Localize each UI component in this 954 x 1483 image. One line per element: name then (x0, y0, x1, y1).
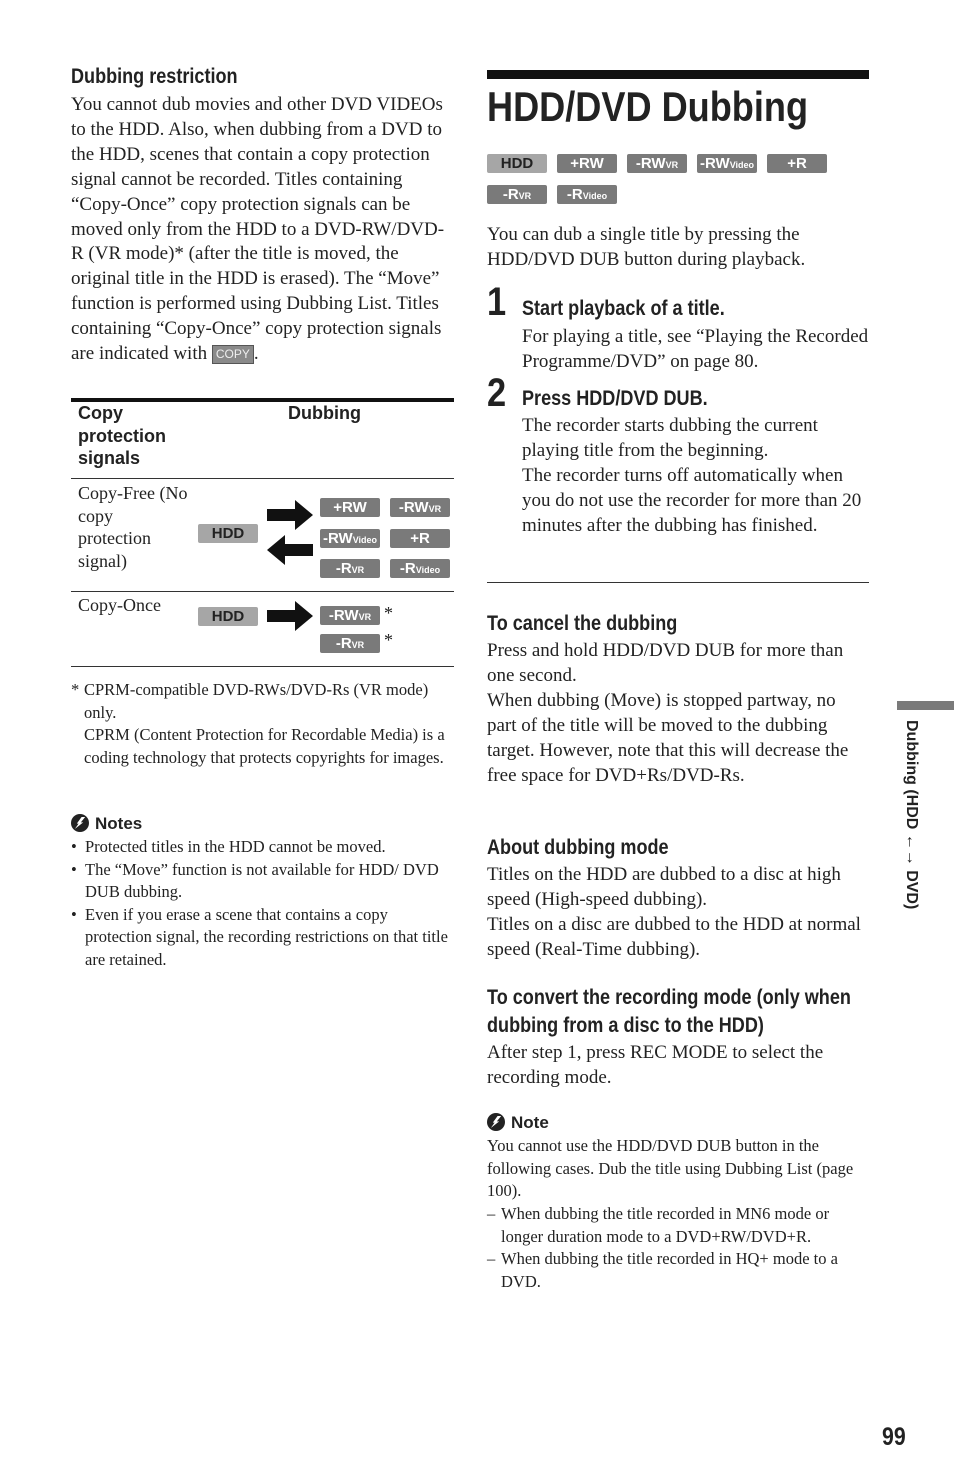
rw-label: -RW (322, 530, 353, 547)
rw-label: -RW (635, 155, 666, 172)
vr-label: VR (351, 640, 365, 650)
dubbing-restriction-heading: Dubbing restriction (71, 65, 238, 88)
plus-r-label: +R (787, 155, 807, 172)
vr-label: VR (351, 565, 365, 575)
convert-text: After step 1, press REC MODE to select the recording mode. (487, 1042, 824, 1088)
plus-r-badge (767, 154, 827, 173)
page-number: 99 (882, 1423, 906, 1451)
plus-r-badge (390, 529, 450, 548)
note-text: You cannot use the HDD/DVD DUB button in the following cases. Dub the title using Dubbing List (page 100). (487, 1136, 854, 1200)
video-label: Video (729, 160, 755, 170)
table-rule (71, 478, 454, 479)
mode-text-1: Titles on the HDD are dubbed to a disc at high speed (High-speed dubbing). (487, 864, 841, 910)
video-label: Video (582, 191, 608, 201)
notes-heading-label: Notes (95, 814, 143, 833)
note-heading (487, 1113, 549, 1133)
list-item: • Even if you erase a scene that contains a copy protection signal, the recording restrictions on that title are retained. (71, 904, 454, 972)
vr-label: VR (518, 191, 532, 201)
col-header-dubbing: Dubbing (288, 403, 361, 423)
hdd-badge: HDD (198, 524, 258, 543)
title-rule (487, 70, 869, 79)
table-rule (71, 591, 454, 592)
step2-text-1: The recorder starts dubbing the current playing title from the beginning. (522, 415, 818, 461)
dubbing-restriction-text (71, 93, 454, 367)
r-label: -R (335, 560, 352, 577)
copy-protection-table (71, 398, 454, 668)
mode-text-2: Titles on a disc are dubbed to the HDD at normal speed (Real-Time dubbing). (487, 914, 861, 960)
cancel-text-1: Press and hold HDD/DVD DUB for more than one second. (487, 640, 844, 686)
note-list (487, 1203, 869, 1293)
side-tab (900, 720, 922, 920)
step2-text-2: The recorder turns off automatically when you do not use the recorder for more than 20 minutes after the dubbing has finished. (522, 465, 862, 536)
cancel-heading: To cancel the dubbing (487, 612, 678, 635)
rw-label: -RW (398, 499, 429, 516)
step1-text: For playing a title, see “Playing the Recorded Programme/DVD” on page 80. (522, 326, 869, 372)
plus-rw-badge (557, 154, 617, 173)
list-item: – When dubbing the title recorded in HQ+ mode to a DVD. (487, 1248, 869, 1293)
col-header-signals: Copy protection signals (78, 403, 166, 468)
step2-number: 2 (487, 371, 507, 415)
plus-rw-label: +RW (333, 499, 367, 516)
cancel-text-2: When dubbing (Move) is stopped partway, no part of the title will be moved to the dubbing target. However, note that this will decrease the free space for DVD+Rs/DVD-Rs. (487, 690, 849, 786)
convert-heading: To convert the recording mode (only when dubbing from a disc to the HDD) (487, 986, 851, 1037)
row-copy-free-label: Copy-Free (No copy protection signal) (78, 483, 188, 571)
footnote-star: * (71, 680, 80, 699)
table-bottom-rule (71, 666, 454, 667)
arrow-left-icon (267, 535, 315, 565)
arrow-right-icon (267, 500, 315, 530)
restriction-body: You cannot dub movies and other DVD VIDEOs to the HDD. Also, when dubbing from a DVD to the HDD, scenes that contain a copy protection signal cannot be recorded. Titles containing “Copy-Once” copy protection signals can be moved only from the HDD to a DVD-RW/DVD-R (VR mode)* (after the title is moved, the original title in the HDD is erased). The “Move” function is performed using Dubbing List. Titles containing “Copy-Once” copy protection signals are indicated with (71, 94, 445, 365)
page-title: HDD/DVD Dubbing (487, 83, 809, 130)
rw-video-badge (697, 154, 757, 173)
asterisk: * (384, 630, 393, 650)
footnote (71, 679, 454, 769)
r-vr-badge (320, 559, 380, 578)
vr-label: VR (428, 504, 442, 514)
rw-vr-badge (627, 154, 687, 173)
list-item: • The “Move” function is not available for HDD/ DVD DUB dubbing. (71, 859, 454, 904)
rw-vr-badge (390, 498, 450, 517)
r-vr-badge (487, 185, 547, 204)
r-label: -R (335, 635, 352, 652)
r-label: -R (566, 186, 583, 203)
step1-number: 1 (487, 280, 507, 324)
footnote-line2: CPRM (Content Protection for Recordable Media) is a coding technology that protects copyrights for images. (84, 725, 445, 767)
rw-label: -RW (328, 607, 359, 624)
notes-heading (71, 814, 142, 834)
step2-heading: Press HDD/DVD DUB. (522, 387, 708, 410)
rw-video-badge (320, 529, 380, 548)
intro-text: You can dub a single title by pressing the HDD/DVD DUB button during playback. (487, 224, 806, 270)
plus-rw-label: +RW (570, 155, 604, 172)
list-item: – When dubbing the title recorded in MN6 mode or longer duration mode to a DVD+RW/DVD+R. (487, 1203, 869, 1248)
vr-label: VR (665, 160, 679, 170)
video-label: Video (352, 535, 378, 545)
period: . (253, 343, 259, 365)
step1-heading: Start playback of a title. (522, 297, 725, 320)
note-icon (71, 814, 89, 832)
rw-label: -RW (699, 155, 730, 172)
r-label: -R (399, 560, 416, 577)
note-icon (487, 1113, 505, 1131)
row-copy-once-label: Copy-Once (78, 595, 161, 615)
r-video-badge (390, 559, 450, 578)
section-rule (487, 582, 869, 583)
plus-r-label: +R (410, 530, 430, 547)
mode-heading: About dubbing mode (487, 836, 669, 859)
vr-label: VR (358, 612, 372, 622)
asterisk: * (384, 603, 393, 623)
hdd-badge: HDD (198, 607, 258, 626)
arrow-right-icon (267, 601, 315, 631)
note-heading-label: Note (511, 1113, 549, 1132)
side-tab-label: Dubbing (HDD ←→ DVD) (903, 720, 920, 910)
side-tab-bar (897, 701, 954, 710)
list-item: • Protected titles in the HDD cannot be moved. (71, 836, 454, 859)
r-vr-badge (320, 634, 380, 653)
plus-rw-badge (320, 498, 380, 517)
copy-icon: COPY (212, 345, 254, 364)
notes-list (71, 836, 454, 971)
video-label: Video (415, 565, 441, 575)
r-video-badge (557, 185, 617, 204)
footnote-line1: CPRM-compatible DVD-RWs/DVD-Rs (VR mode) only. (84, 680, 429, 722)
r-label: -R (502, 186, 519, 203)
rw-vr-badge (320, 606, 380, 625)
hdd-badge: HDD (487, 154, 547, 173)
